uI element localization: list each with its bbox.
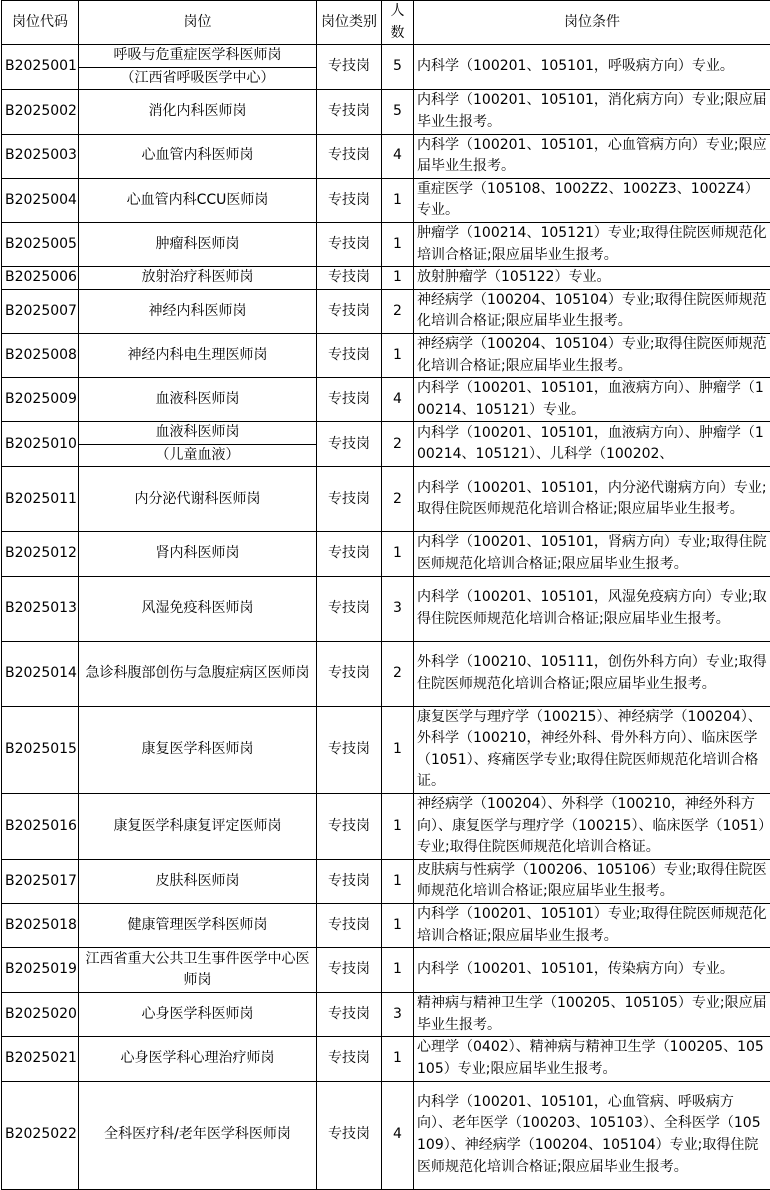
- headcount: 2: [382, 422, 414, 467]
- position-category: 专技岗: [317, 45, 382, 90]
- position-category: 专技岗: [317, 706, 382, 793]
- position-name: 心血管内科医师岗: [79, 145, 316, 167]
- position-conditions: 神经病学（100204）、外科学（100210，神经外科方向）、康复医学与理疗学（100215）、临床医学（1051）专业;取得住院医师规范化培训合格证。: [414, 794, 770, 860]
- position-conditions: 内科学（100201、105101，内分泌代谢病方向）专业;取得住院医师规范化培训合格证;限应届毕业生报考。: [414, 467, 770, 532]
- position-code: B2025015: [2, 706, 79, 793]
- position-name: 康复医学科医师岗: [79, 739, 316, 761]
- headcount: 1: [382, 1037, 414, 1081]
- position-code: B2025016: [2, 794, 79, 860]
- position-conditions: 神经病学（100204、105104）专业;取得住院医师规范化培训合格证;限应届毕业生报考。: [414, 289, 770, 333]
- table-row: [2, 576, 770, 641]
- headcount: 2: [382, 467, 414, 532]
- position-conditions: 内科学（100201、105101，风湿免疫病方向）专业;取得住院医师规范化培训合格证;限应届毕业生报考。: [414, 576, 770, 641]
- position-name-cell: [79, 641, 317, 706]
- position-code: B2025019: [2, 948, 79, 993]
- position-name-cell: [79, 1081, 317, 1189]
- position-name-cell: [79, 222, 317, 266]
- headcount: 1: [382, 178, 414, 222]
- table-row: [2, 859, 770, 903]
- position-code: B2025017: [2, 859, 79, 903]
- position-category: 专技岗: [317, 267, 382, 290]
- table-row: [2, 333, 770, 377]
- table-row: [2, 422, 770, 467]
- position-category: 专技岗: [317, 134, 382, 178]
- table-row: [2, 378, 770, 422]
- position-name-cell: [79, 378, 317, 422]
- table-row: [2, 289, 770, 333]
- position-code: B2025022: [2, 1081, 79, 1189]
- headcount: 4: [382, 378, 414, 422]
- position-name-cell: [79, 267, 317, 290]
- headcount: 1: [382, 267, 414, 290]
- position-name: 呼吸与危重症医学科医师岗: [79, 45, 316, 67]
- position-name: 放射治疗科医师岗: [79, 267, 316, 289]
- position-name-cell: [79, 904, 317, 948]
- headcount: 1: [382, 706, 414, 793]
- position-name-cell: [79, 794, 317, 860]
- position-name: 健康管理医学科医师岗: [79, 915, 316, 937]
- position-name: 急诊科腹部创伤与急腹症病区医师岗: [79, 663, 316, 685]
- header-position: 岗位: [79, 1, 317, 45]
- position-code: B2025013: [2, 576, 79, 641]
- headcount: 1: [382, 859, 414, 903]
- position-code: B2025005: [2, 222, 79, 266]
- position-code: B2025009: [2, 378, 79, 422]
- headcount: 1: [382, 222, 414, 266]
- position-code: B2025014: [2, 641, 79, 706]
- position-conditions: 内科学（100201、105101，心血管病、呼吸病方向）、老年医学（100203、105103）、全科医学（105109）、神经病学（100204、105104）专业;取得住院医师规范化培训合格证;限应届毕业生报考。: [414, 1081, 770, 1189]
- position-code: B2025006: [2, 267, 79, 290]
- table-row: [2, 267, 770, 290]
- position-name: 康复医学科康复评定医师岗: [79, 816, 316, 838]
- position-code: B2025008: [2, 333, 79, 377]
- position-conditions: 心理学（0402）、精神病与精神卫生学（100205、105105）专业;限应届毕业生报考。: [414, 1037, 770, 1081]
- table-row: [2, 904, 770, 948]
- table-row: [2, 993, 770, 1037]
- position-code: B2025001: [2, 45, 79, 90]
- table-row: [2, 134, 770, 178]
- headcount: 1: [382, 532, 414, 576]
- position-conditions: 重症医学（105108、1002Z2、1002Z3、1002Z4）专业。: [414, 178, 770, 222]
- header-category: 岗位类别: [317, 1, 382, 45]
- position-category: 专技岗: [317, 289, 382, 333]
- position-category: 专技岗: [317, 532, 382, 576]
- position-name: 内分泌代谢科医师岗: [79, 489, 316, 511]
- headcount: 4: [382, 1081, 414, 1189]
- position-conditions: 内科学（100201、105101）专业;取得住院医师规范化培训合格证;限应届毕业生报考。: [414, 904, 770, 948]
- position-category: 专技岗: [317, 422, 382, 467]
- position-name-cell: [79, 859, 317, 903]
- position-name: 江西省重大公共卫生事件医学中心医师岗: [79, 949, 316, 992]
- position-name-cell: [79, 948, 317, 993]
- headcount: 1: [382, 904, 414, 948]
- position-name-cell: [79, 90, 317, 134]
- table-row: [2, 45, 770, 90]
- position-name-cell: [79, 706, 317, 793]
- header-conditions: 岗位条件: [414, 1, 770, 45]
- position-name: 血液科医师岗: [79, 422, 316, 444]
- table-row: [2, 948, 770, 993]
- table-row: [2, 1081, 770, 1189]
- table-row: [2, 641, 770, 706]
- table-row: [2, 1037, 770, 1081]
- position-name: 神经内科电生理医师岗: [79, 345, 316, 367]
- headcount: 2: [382, 289, 414, 333]
- table-row: [2, 706, 770, 793]
- position-category: 专技岗: [317, 859, 382, 903]
- header-row: [2, 1, 770, 45]
- table-row: [2, 794, 770, 860]
- recruitment-table: [1, 0, 770, 1190]
- position-category: 专技岗: [317, 467, 382, 532]
- position-name: 消化内科医师岗: [79, 101, 316, 123]
- table-row: [2, 467, 770, 532]
- position-name: 风湿免疫科医师岗: [79, 598, 316, 620]
- table-row: [2, 532, 770, 576]
- headcount: 1: [382, 333, 414, 377]
- position-category: 专技岗: [317, 576, 382, 641]
- position-name: （江西省呼吸医学中心）: [79, 67, 316, 90]
- position-conditions: 内科学（100201、105101，心血管病方向）专业;限应届毕业生报考。: [414, 134, 770, 178]
- position-code: B2025007: [2, 289, 79, 333]
- position-category: 专技岗: [317, 222, 382, 266]
- position-name-cell: [79, 289, 317, 333]
- position-code: B2025021: [2, 1037, 79, 1081]
- position-name-cell: [79, 993, 317, 1037]
- position-conditions: 内科学（100201、105101，传染病方向）专业。: [414, 948, 770, 993]
- position-name: 血液科医师岗: [79, 389, 316, 411]
- position-conditions: 内科学（100201、105101，血液病方向）、肿瘤学（100214、105121）专业。: [414, 378, 770, 422]
- position-conditions: 内科学（100201、105101，消化病方向）专业;限应届毕业生报考。: [414, 90, 770, 134]
- position-name: 肿瘤科医师岗: [79, 234, 316, 256]
- position-name-cell: [79, 45, 317, 90]
- position-code: B2025011: [2, 467, 79, 532]
- headcount: 1: [382, 948, 414, 993]
- position-conditions: 内科学（100201、105101，肾病方向）专业;取得住院医师规范化培训合格证;限应届毕业生报考。: [414, 532, 770, 576]
- position-category: 专技岗: [317, 333, 382, 377]
- position-name-cell: [79, 178, 317, 222]
- position-code: B2025003: [2, 134, 79, 178]
- position-name-cell: [79, 134, 317, 178]
- headcount: 1: [382, 794, 414, 860]
- table-row: [2, 222, 770, 266]
- position-code: B2025012: [2, 532, 79, 576]
- position-conditions: 内科学（100201、105101，血液病方向）、肿瘤学（100214、105121）、儿科学（100202、: [414, 422, 770, 467]
- position-name: 心血管内科CCU医师岗: [79, 190, 316, 212]
- position-conditions: 外科学（100210、105111，创伤外科方向）专业;取得住院医师规范化培训合格证;限应届毕业生报考。: [414, 641, 770, 706]
- position-name-cell: [79, 467, 317, 532]
- headcount: 5: [382, 45, 414, 90]
- position-name: 神经内科医师岗: [79, 301, 316, 323]
- position-name: 全科医疗科/老年医学科医师岗: [79, 1124, 316, 1146]
- position-code: B2025004: [2, 178, 79, 222]
- position-category: 专技岗: [317, 948, 382, 993]
- position-code: B2025002: [2, 90, 79, 134]
- position-name: 皮肤科医师岗: [79, 871, 316, 893]
- position-code: B2025010: [2, 422, 79, 467]
- headcount: 4: [382, 134, 414, 178]
- position-category: 专技岗: [317, 641, 382, 706]
- position-name-cell: [79, 576, 317, 641]
- position-category: 专技岗: [317, 993, 382, 1037]
- position-name: 肾内科医师岗: [79, 543, 316, 565]
- header-count: 人数: [382, 1, 414, 45]
- position-name: 心身医学科医师岗: [79, 1004, 316, 1026]
- headcount: 3: [382, 993, 414, 1037]
- position-category: 专技岗: [317, 378, 382, 422]
- position-name-cell: [79, 532, 317, 576]
- position-conditions: 内科学（100201、105101，呼吸病方向）专业。: [414, 45, 770, 90]
- position-conditions: 肿瘤学（100214、105121）专业;取得住院医师规范化培训合格证;限应届毕业生报考。: [414, 222, 770, 266]
- position-name: 心身医学科心理治疗师岗: [79, 1048, 316, 1070]
- position-category: 专技岗: [317, 794, 382, 860]
- position-name: （儿童血液）: [79, 444, 316, 467]
- header-code: 岗位代码: [2, 1, 79, 45]
- position-code: B2025018: [2, 904, 79, 948]
- position-category: 专技岗: [317, 90, 382, 134]
- position-category: 专技岗: [317, 1081, 382, 1189]
- position-conditions: 神经病学（100204、105104）专业;取得住院医师规范化培训合格证;限应届毕业生报考。: [414, 333, 770, 377]
- headcount: 5: [382, 90, 414, 134]
- position-name-cell: [79, 422, 317, 467]
- table-body: [2, 45, 770, 1189]
- position-category: 专技岗: [317, 1037, 382, 1081]
- position-category: 专技岗: [317, 178, 382, 222]
- headcount: 3: [382, 576, 414, 641]
- position-conditions: 皮肤病与性病学（100206、105106）专业;取得住院医师规范化培训合格证;限应届毕业生报考。: [414, 859, 770, 903]
- table-row: [2, 178, 770, 222]
- position-name-cell: [79, 1037, 317, 1081]
- headcount: 2: [382, 641, 414, 706]
- position-conditions: 康复医学与理疗学（100215）、神经病学（100204）、外科学（100210，神经外科、骨外科方向）、临床医学（1051）、疼痛医学专业;取得住院医师规范化培训合格证。: [414, 706, 770, 793]
- position-conditions: 放射肿瘤学（105122）专业。: [414, 267, 770, 290]
- position-code: B2025020: [2, 993, 79, 1037]
- table-row: [2, 90, 770, 134]
- position-name-cell: [79, 333, 317, 377]
- position-conditions: 精神病与精神卫生学（100205、105105）专业;限应届毕业生报考。: [414, 993, 770, 1037]
- position-category: 专技岗: [317, 904, 382, 948]
